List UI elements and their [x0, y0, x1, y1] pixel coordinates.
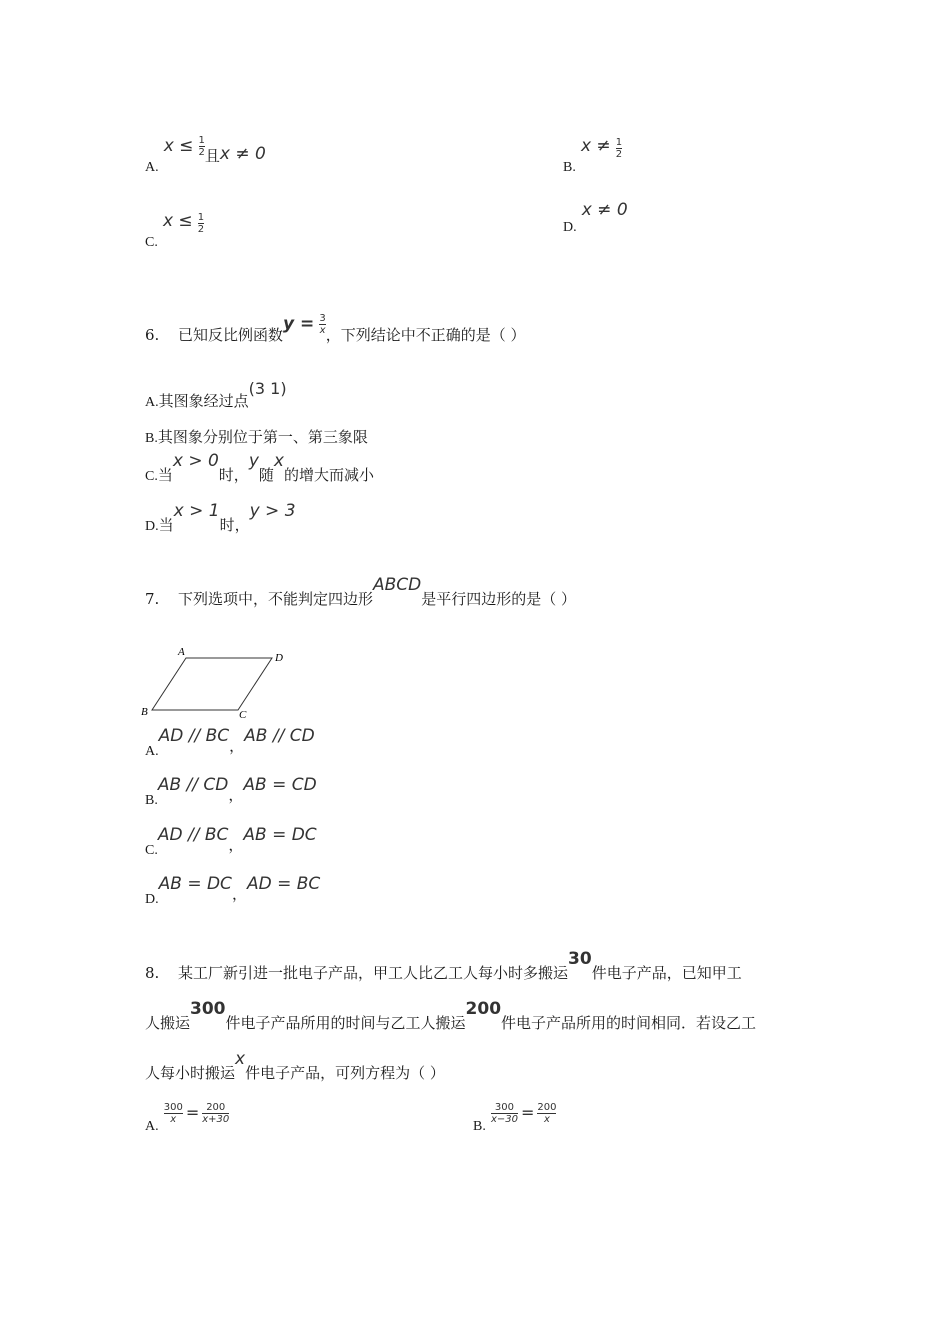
- question-text: 件电子产品，可列方程为（ ）: [245, 1064, 445, 1082]
- question-text: 人每小时搬运: [145, 1064, 236, 1082]
- question-text: 已知反比例函数: [178, 326, 284, 344]
- fraction: [199, 135, 205, 158]
- math-expression: AD // BC: [158, 726, 230, 746]
- q5-option-c: [145, 208, 205, 250]
- math-number: 200: [465, 999, 502, 1019]
- frac-numerator: 1: [197, 212, 205, 223]
- question-text: 人搬运: [145, 1014, 191, 1032]
- option-label: D.: [145, 892, 159, 907]
- math-expression: y =: [283, 314, 315, 334]
- option-text: 随: [258, 466, 274, 484]
- option-label: B.: [145, 793, 158, 808]
- option-label: D.: [145, 519, 159, 534]
- math-expression: AD = BC: [246, 874, 321, 894]
- q8-option-a: [145, 1102, 230, 1134]
- math-expression: x ≠: [580, 136, 611, 156]
- frac-denominator: x: [319, 325, 326, 336]
- option-label: D.: [563, 220, 577, 235]
- vertex-label-b: B: [141, 706, 148, 718]
- math-expression: (3 1): [248, 379, 287, 398]
- fraction: [616, 137, 622, 160]
- option-label: B.: [145, 431, 158, 446]
- question-number: 6.: [145, 326, 160, 344]
- question-text: 件电子产品所用的时间与乙工人搬运: [225, 1014, 466, 1032]
- q5-option-b: [563, 133, 623, 175]
- option-label: A.: [145, 160, 159, 175]
- math-expression: AB // CD: [244, 726, 315, 746]
- math-expression: x: [273, 451, 284, 471]
- frac-denominator: x: [170, 1114, 177, 1125]
- vertex-label-a: A: [178, 646, 185, 658]
- frac-denominator: x+30: [202, 1114, 230, 1125]
- option-text: 时，: [218, 466, 249, 484]
- math-expression: y: [248, 451, 259, 471]
- frac-denominator: 2: [197, 224, 205, 235]
- q6-option-c: [145, 450, 374, 484]
- fraction-left: [491, 1102, 518, 1125]
- option-label: C.: [145, 235, 158, 250]
- frac-numerator: 200: [537, 1102, 557, 1113]
- option-label: C.: [145, 469, 158, 484]
- math-expression: AB = CD: [243, 775, 317, 795]
- fraction-right: [202, 1102, 229, 1125]
- math-expression: AB // CD: [157, 775, 229, 795]
- question-text: 件电子产品，已知甲工: [591, 964, 742, 982]
- frac-numerator: 1: [198, 135, 205, 146]
- frac-numerator: 300: [494, 1102, 514, 1113]
- vertex-label-d: D: [275, 652, 283, 664]
- option-text: 当: [157, 466, 173, 484]
- frac-denominator: 2: [198, 147, 205, 158]
- math-expression: AB = DC: [243, 825, 317, 845]
- q5-option-d: [563, 200, 628, 235]
- option-text: 当: [158, 516, 174, 534]
- math-expression: x ≠ 0: [581, 200, 628, 220]
- q6-option-d: [145, 500, 296, 534]
- q7-option-c: [145, 824, 317, 858]
- q7-option-d: [145, 873, 321, 907]
- q5-option-a: [145, 133, 266, 175]
- math-expression: ABCD: [373, 575, 422, 595]
- separator: ，: [228, 786, 244, 804]
- option-label: B.: [473, 1119, 486, 1134]
- q8-option-b: [473, 1102, 557, 1134]
- fraction: [319, 313, 325, 336]
- q8-line-1: [145, 948, 742, 982]
- option-text: 其图象经过点: [158, 392, 249, 410]
- q7-option-a: [145, 725, 315, 759]
- question-text: 件电子产品所用的时间相同．若设乙工: [501, 1014, 757, 1032]
- math-expression: y > 3: [249, 501, 296, 521]
- question-number: 7.: [145, 590, 160, 608]
- question-text: ，下列结论中不正确的是（ ）: [325, 326, 526, 344]
- option-text: 的增大而减小: [283, 466, 374, 484]
- math-expression: x ≤: [162, 211, 193, 231]
- option-text: 其图象分别位于第一、第三象限: [157, 428, 368, 446]
- fraction: [198, 212, 204, 235]
- option-text: 且: [204, 147, 220, 165]
- separator: ，: [229, 737, 245, 755]
- frac-numerator: 3: [319, 313, 326, 324]
- q8-line-2: [145, 998, 757, 1032]
- equals-sign: =: [520, 1103, 535, 1122]
- option-label: C.: [145, 843, 158, 858]
- math-expression: AD // BC: [157, 825, 229, 845]
- math-expression: AB = DC: [158, 874, 232, 894]
- question-text: 是平行四边形的是（ ）: [421, 590, 577, 608]
- math-number: 30: [568, 949, 592, 969]
- q6-option-a: [145, 378, 287, 410]
- frac-denominator: x: [543, 1114, 550, 1125]
- q7-option-b: [145, 774, 317, 808]
- math-expression: x ≠ 0: [219, 144, 266, 164]
- question-text: 下列选项中，不能判定四边形: [178, 590, 374, 608]
- separator: ，: [228, 836, 244, 854]
- q6-option-b: [145, 426, 368, 447]
- q7-stem: [145, 574, 577, 608]
- fraction-right: [537, 1102, 556, 1125]
- frac-numerator: 1: [615, 137, 623, 148]
- math-variable: x: [235, 1049, 246, 1069]
- option-text: 时，: [219, 516, 250, 534]
- frac-numerator: 300: [163, 1102, 183, 1113]
- frac-numerator: 200: [206, 1102, 226, 1113]
- parallelogram-figure: [138, 644, 298, 722]
- question-text: 某工厂新引进一批电子产品，甲工人比乙工人每小时多搬运: [178, 964, 569, 982]
- q6-stem: [145, 311, 526, 344]
- equals-sign: =: [185, 1103, 200, 1122]
- option-label: A.: [145, 395, 159, 410]
- math-number: 300: [190, 999, 226, 1019]
- frac-denominator: x−30: [490, 1114, 518, 1125]
- math-expression: x > 1: [173, 501, 220, 521]
- option-label: B.: [563, 160, 576, 175]
- question-number: 8.: [145, 964, 160, 982]
- math-expression: x ≤: [163, 136, 194, 156]
- separator: ，: [231, 885, 247, 903]
- option-label: A.: [145, 1119, 159, 1134]
- option-label: A.: [145, 744, 159, 759]
- frac-denominator: 2: [615, 149, 623, 160]
- q8-line-3: [145, 1048, 445, 1082]
- vertex-label-c: C: [239, 709, 247, 721]
- math-expression: x > 0: [172, 451, 219, 471]
- fraction-left: [164, 1102, 183, 1125]
